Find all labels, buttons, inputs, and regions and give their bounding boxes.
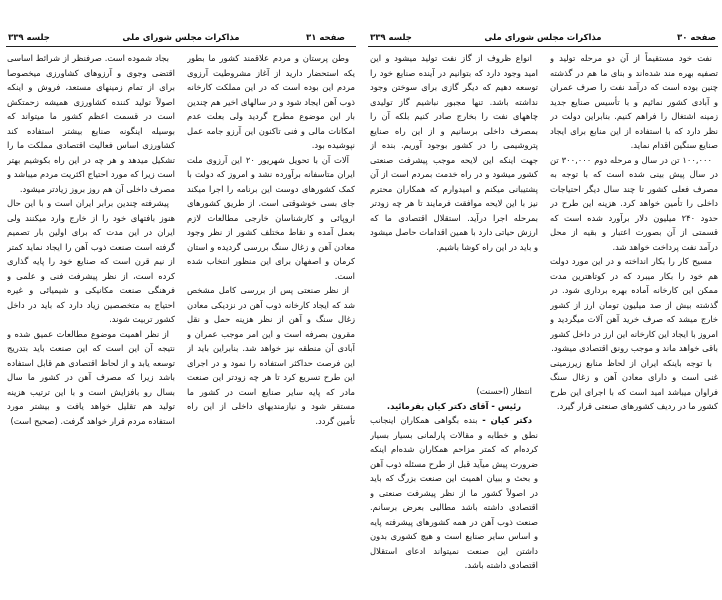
- text-column-left: [187, 51, 355, 596]
- applause-note: انتظار (احسنت): [476, 386, 532, 396]
- speech-text: بنده بگواهی همکاران اینجانب نطق و خطابه و مقالات پارلمانی بسیار بسیار کرده‌ام که کمتر مزاحم همکاران شده‌ام اینکه ضرورت پیش میآید قبل از طرح مسئله ذوب آهن و بحث و ببیان اهمیت این صنعت بزرگ که باید در اصولاً کشور ما از نظر پیشرفت صنعتی و اقتصادی داشته باشد مطالبی بعرض برسانم. صنعت ذوب آهن در همه کشورهای پیشرفته پایه و اساس سایر صنایع است و هیچ کشوری بدون داشتن این صنعت نمیتواند ادعای استقلال اقتصادی داشته باشد.: [370, 415, 538, 570]
- text-column-right: [7, 51, 175, 596]
- page-header: [368, 33, 718, 45]
- page-30: [368, 0, 718, 600]
- speaker-name: دکتر کیان -: [482, 415, 533, 425]
- text-column-right: [550, 51, 718, 596]
- paragraph: آلات آن با تحویل شهریور ۲۰ این آرزوی ملت ایران متاسفانه برآورده نشد و امروز که دولت با کمک کشورهای دوست این برنامه را اجرا میکند جای بسی خوشوقتی است. از طریق کشورهای اروپائی و کارشناسان خارجی مطالعات لازم بعمل آمده و نقاط مختلف کشور از نظر وجود معادن آهن و زغال سنگ بررسی گردیده و استان کرمان و اصفهان برای این منظور انتخاب شده است.: [187, 154, 355, 281]
- paragraph: با توجه باینکه ایران از لحاظ منابع زیرزمینی غنی است و دارای معادن آهن و زغال سنگ فراوان میباشد امید است که با اجرای این طرح کشور ما در ردیف کشورهای صنعتی قرار گیرد.: [550, 357, 718, 411]
- text-column-left: [370, 51, 538, 596]
- page-header: [6, 33, 356, 45]
- session-number: جلسه ۳۳۹: [370, 33, 412, 43]
- page-31: [6, 0, 356, 600]
- session-number: جلسه ۳۳۹: [8, 33, 50, 43]
- header-rule: [368, 46, 718, 47]
- paragraph: از نظر صنعتی پس از بررسی کامل مشخص شد که ایجاد کارخانه ذوب آهن در نزدیکی معادن زغال سنگ و آهن از نظر هزینه حمل و نقل مقرون بصرفه است و این امر موجب عمران و آبادی آن منطقه نیز خواهد شد. بنابراین باید از این فرصت حداکثر استفاده را نمود و در اجرای این طرح تسریع کرد تا هر چه زودتر این صنعت مادر که پایه سایر صنایع است در کشور ما مستقر شود و نیازمندیهای داخلی از این راه تأمین گردد.: [187, 285, 355, 426]
- running-title: مذاکرات مجلس شورای ملی: [484, 33, 602, 43]
- speech-paragraph: [370, 413, 538, 573]
- paragraph: وطن پرستان و مردم علاقمند کشور ما بطور یکه استحضار دارید از آغاز مشروطیت آرزوی مردم این بوده است که در این مملکت کارخانه ذوب آهن ایجاد شود و در سالهای اخیر هم چندین بار این موضوع مطرح گردید ولی بعلت عدم امکانات مالی و فنی تاکنون این آرزو جامه عمل نپوشیده بود.: [187, 53, 355, 150]
- page-number: صفحه ۳۱: [306, 33, 345, 43]
- paragraph: نفت خود مستقیماً از آن دو مرحله تولید و تصفیه بهره مند شده‌اند و بنای ما هم در گذشته چنین بوده است که درآمد نفت را صرف عمران و آبادی کشور نمائیم و با تأسیس صنایع جدید زمینه اشتغال را فراهم کنیم. بنابراین دولت در نظر دارد که با استفاده از این منابع برای ایجاد صنایع سنگین اقدام نماید.: [550, 53, 718, 150]
- paragraph: ۱۰۰,۰۰۰ تن در سال و مرحله دوم ۳۰۰,۰۰۰ تن در سال پیش بینی شده است که با توجه به مصرف فعلی کشور تا چند سال دیگر احتیاجات داخلی را تأمین خواهد کرد. هزینه این طرح در حدود ۲۴۰ میلیون دلار برآورد شده است که قسمتی از آن بصورت اعتبار و بقیه از محل درآمد نفت پرداخت خواهد شد.: [550, 154, 718, 252]
- paragraph: پیشرفته چندین برابر ایران است و با این حال هنوز بافتهای خود را از خارج وارد میکنند ولی ایران در این مدت که برای اولین بار تصمیم گرفته است صنعت ذوب آهن را ایجاد نماید کمتر از نیم قرن است که صنایع خود را پایه گذاری کرده است، از نظر پیشرفت فنی و علمی و فرهنگی صنعت مکانیکی و شیمیائی و غیره احتیاج به متخصصین زیاد دارد که باید در داخل کشور تربیت شوند.: [7, 198, 175, 324]
- president-remark: رئیس - آقای دکتر کیان بفرمائید.: [386, 400, 522, 411]
- header-rule: [6, 46, 356, 47]
- running-title: مذاکرات مجلس شورای ملی: [122, 33, 240, 43]
- paragraph: مسیح کار را بکار انداخته و در این مورد دولت هم خود را بکار میبرد که در کوتاهترین مدت ممکن این کارخانه آماده بهره برداری شود. در گذشته بیش از صد میلیون تومان ارز از کشور خارج میشد که صرف خرید آهن آلات میگردید و امروز با ایجاد این کارخانه این ارز در داخل کشور باقی خواهد ماند و موجب رونق اقتصادی میشود.: [550, 256, 718, 353]
- page-number: صفحه ۳۰: [677, 33, 716, 43]
- paragraph: از نظر اهمیت موضوع مطالعات عمیق شده و نتیجه آن این است که این صنعت باید بتدریج توسعه یابد و از لحاظ اقتصادی هم قابل استفاده باشد زیرا که مصرف آهن در کشور ما سال بسال رو بافزایش است و با این ترتیب هزینه تولید هم تقلیل خواهد یافت و بیشتر مورد استفاده مردم قرار خواهد گرفت. (صحیح است): [7, 328, 175, 426]
- paragraph: انواع ظروف از گاز نفت تولید میشود و این امید وجود دارد که بتوانیم در آینده صنایع خود را توسعه دهیم که دیگر گازی برای سوختن وجود نداشته باشد. تنها مجبور نباشیم گاز تولیدی چاههای نفت را بخارج صادر کنیم بلکه آن را بمصرف داخلی برسانیم و از این راه صنایع پتروشیمی را در کشور بوجود آوریم. بنده از جهت اینکه این لایحه موجب پیشرفت صنعتی کشور میشود و در راه خدمت بمردم است از آن پشتیبانی میکنم و امیدوارم که همکاران محترم نیز با این لایحه موافقت فرمایند تا هر چه زودتر بمرحله اجرا درآید. استقلال اقتصادی ما که ارزش حیاتی دارد با همین اقدامات حاصل میشود و باید در این راه کوشا باشیم.: [370, 53, 538, 252]
- paragraph: بجاد شموده است. صرفنظر از شرائط اساسی اقتضی وجوی و آرزوهای کشاورزی میخصوصا برای از تمام زمینهای مستعد، فروش و اینکه اصولاً تولید کننده کشاورزی همیشه زحمتکش است در قسمت اعظم کشور ما میتواند که بوسیله اینگونه صنایع بیشتر استفاده کند کشاورزی اساس فعالیت اقتصادی مملکت ما را تشکیل میدهد و هر چه در این راه بکوشیم بهتر است زیرا که مورد احتیاج اکثریت مردم میباشد و مصرف داخلی آن هم روز بروز زیادتر میشود.: [7, 53, 175, 194]
